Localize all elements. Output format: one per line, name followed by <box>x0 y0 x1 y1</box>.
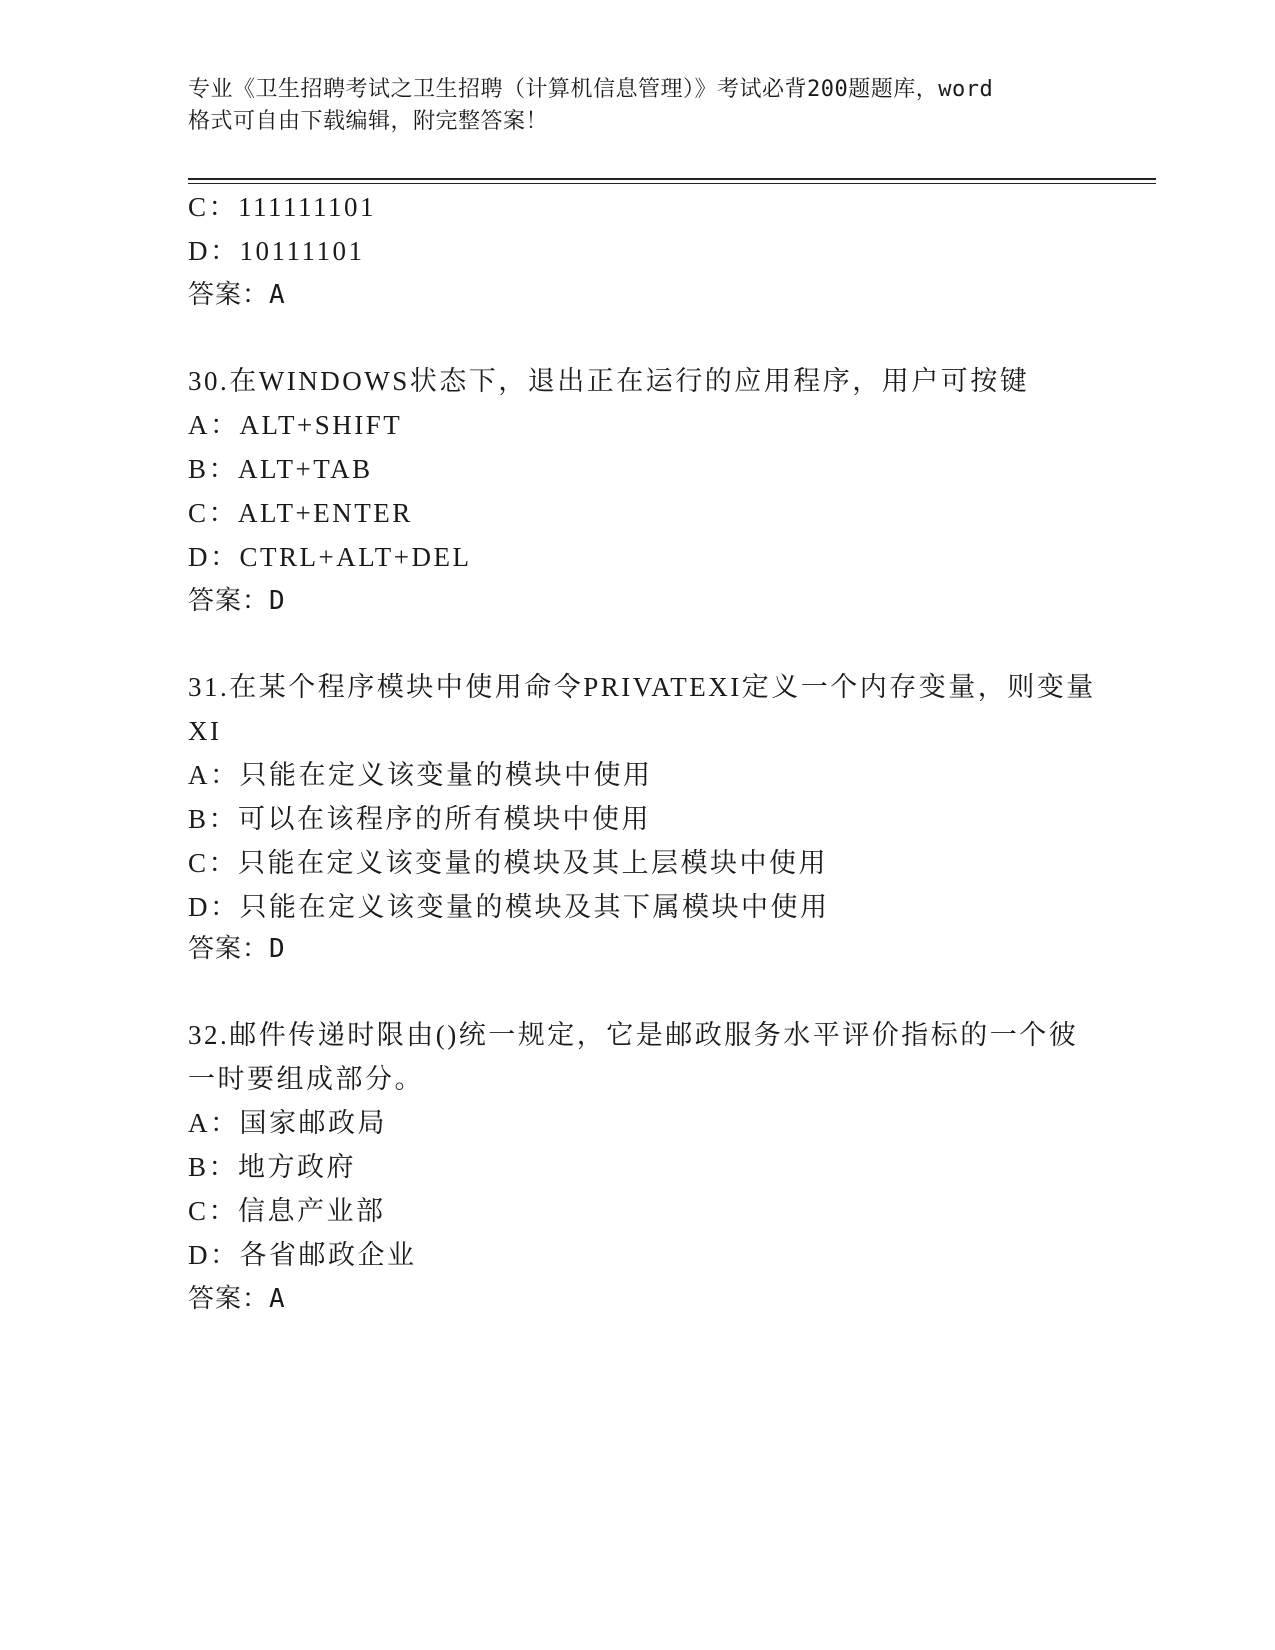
q30-stem: 30.在WINDOWS状态下，退出正在运行的应用程序，用户可按键 <box>188 366 1030 396</box>
q30-option-c: C：ALT+ENTER <box>188 498 413 528</box>
q30-option-a: A：ALT+SHIFT <box>188 410 403 440</box>
prev-option-d: D：10111101 <box>188 236 365 266</box>
q32-option-a: A：国家邮政局 <box>188 1108 387 1138</box>
q31-option-a: A：只能在定义该变量的模块中使用 <box>188 760 653 790</box>
q32-option-c: C：信息产业部 <box>188 1196 386 1226</box>
q31-option-d: D：只能在定义该变量的模块及其下属模块中使用 <box>188 892 830 922</box>
q30-option-b: B：ALT+TAB <box>188 454 373 484</box>
q32-stem-line2: 一时要组成部分。 <box>188 1064 424 1094</box>
header-rule-top <box>188 178 1156 180</box>
q31-answer: 答案：D <box>188 934 286 964</box>
page-header <box>188 74 1088 138</box>
header-line-2: 格式可自由下载编辑，附完整答案！ <box>188 109 549 134</box>
header-line-1: 专业《卫生招聘考试之卫生招聘（计算机信息管理）》考试必背200题题库，word <box>188 77 994 102</box>
q32-option-d: D：各省邮政企业 <box>188 1240 417 1270</box>
q32-stem-line1: 32.邮件传递时限由()统一规定，它是邮政服务水平评价指标的一个彼 <box>188 1020 1079 1050</box>
q31-stem-line2: XI <box>188 716 222 746</box>
q31-option-b: B：可以在该程序的所有模块中使用 <box>188 804 652 834</box>
q32-option-b: B：地方政府 <box>188 1152 357 1182</box>
q31-stem-line1: 31.在某个程序模块中使用命令PRIVATEXI定义一个内存变量，则变量 <box>188 672 1096 702</box>
prev-answer: 答案：A <box>188 280 286 310</box>
q30-option-d: D：CTRL+ALT+DEL <box>188 542 472 572</box>
q31-option-c: C：只能在定义该变量的模块及其上层模块中使用 <box>188 848 829 878</box>
q32-answer: 答案：A <box>188 1284 286 1314</box>
q30-answer: 答案：D <box>188 586 286 616</box>
prev-option-c: C：111111101 <box>188 192 376 222</box>
header-rule-bottom <box>188 183 1156 184</box>
